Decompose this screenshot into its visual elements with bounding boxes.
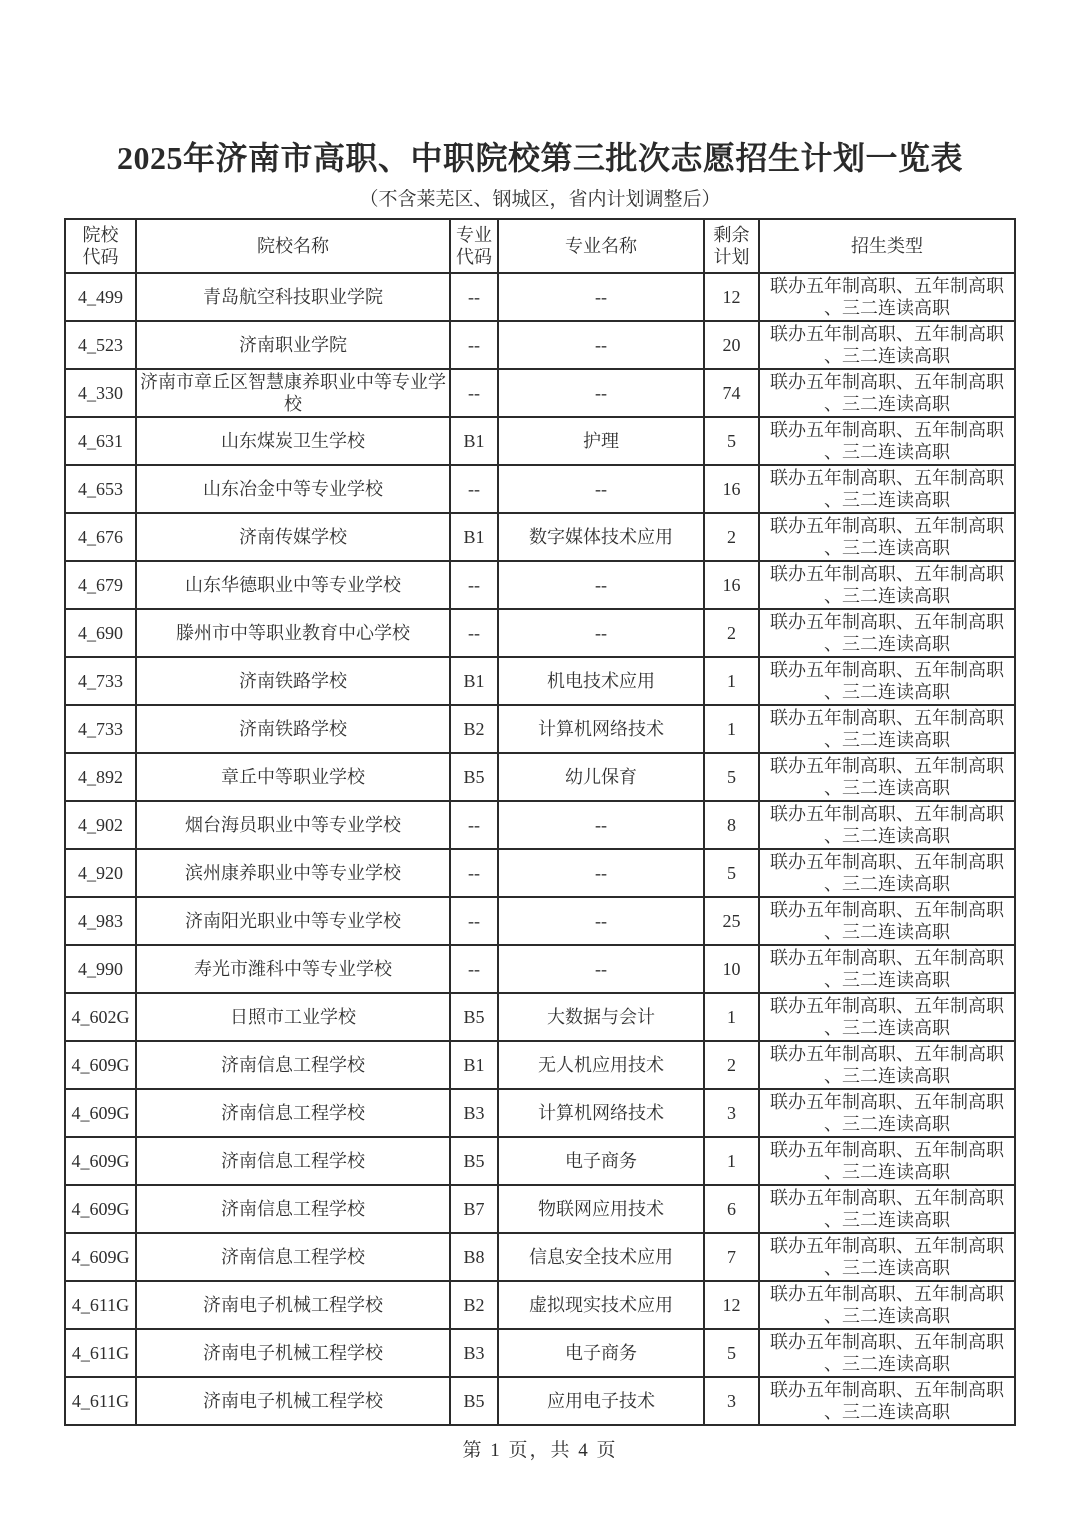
cell-major-name: --	[498, 465, 704, 513]
enrollment-type-text: 联办五年制高职、五年制高职、三二连读高职	[770, 1284, 1004, 1326]
cell-major-name: 应用电子技术	[498, 1377, 704, 1425]
cell-enrollment-type	[759, 1377, 1015, 1425]
page-subtitle: （不含莱芜区、钢城区，省内计划调整后）	[359, 189, 721, 210]
cell-school-name: 济南职业学院	[136, 321, 450, 369]
cell-enrollment-type	[759, 849, 1015, 897]
cell-school-code: 4_676	[65, 513, 136, 561]
table-row	[65, 369, 1015, 417]
cell-school-name: 滨州康养职业中等专业学校	[136, 849, 450, 897]
cell-school-code: 4_611G	[65, 1329, 136, 1377]
cell-school-name: 济南信息工程学校	[136, 1233, 450, 1281]
cell-school-code: 4_733	[65, 705, 136, 753]
enrollment-type-text: 联办五年制高职、五年制高职、三二连读高职	[770, 324, 1004, 366]
cell-major-code: B1	[450, 513, 498, 561]
enrollment-type-text: 联办五年制高职、五年制高职、三二连读高职	[770, 1092, 1004, 1134]
cell-remaining-plan: 2	[704, 513, 759, 561]
cell-remaining-plan: 1	[704, 657, 759, 705]
column-header-major-name	[498, 219, 704, 273]
table-row	[65, 609, 1015, 657]
cell-school-code: 4_733	[65, 657, 136, 705]
cell-enrollment-type	[759, 609, 1015, 657]
cell-school-code: 4_609G	[65, 1041, 136, 1089]
column-header-school-name	[136, 219, 450, 273]
cell-major-code: --	[450, 369, 498, 417]
cell-remaining-plan: 12	[704, 1281, 759, 1329]
cell-major-name: 信息安全技术应用	[498, 1233, 704, 1281]
cell-major-name: --	[498, 561, 704, 609]
table-row	[65, 993, 1015, 1041]
cell-school-name: 山东煤炭卫生学校	[136, 417, 450, 465]
column-header-school-code-label: 院校代码	[82, 225, 119, 267]
cell-enrollment-type	[759, 1089, 1015, 1137]
cell-major-code: --	[450, 465, 498, 513]
cell-enrollment-type	[759, 1233, 1015, 1281]
cell-remaining-plan: 10	[704, 945, 759, 993]
cell-major-code: B5	[450, 753, 498, 801]
cell-school-code: 4_902	[65, 801, 136, 849]
cell-remaining-plan: 16	[704, 561, 759, 609]
cell-major-name: 大数据与会计	[498, 993, 704, 1041]
column-header-major-name-label: 专业名称	[565, 236, 637, 256]
cell-school-code: 4_990	[65, 945, 136, 993]
enrollment-type-text: 联办五年制高职、五年制高职、三二连读高职	[770, 804, 1004, 846]
enrollment-plan-table	[64, 218, 1016, 1426]
cell-major-code: --	[450, 273, 498, 321]
cell-major-code: B5	[450, 1377, 498, 1425]
enrollment-type-text: 联办五年制高职、五年制高职、三二连读高职	[770, 1380, 1004, 1422]
cell-enrollment-type	[759, 1137, 1015, 1185]
column-header-remaining-plan-label: 剩余计划	[713, 225, 750, 267]
cell-major-name: --	[498, 801, 704, 849]
cell-school-name: 日照市工业学校	[136, 993, 450, 1041]
cell-major-code: B3	[450, 1089, 498, 1137]
enrollment-type-text: 联办五年制高职、五年制高职、三二连读高职	[770, 468, 1004, 510]
cell-school-code: 4_523	[65, 321, 136, 369]
cell-school-name: 济南信息工程学校	[136, 1185, 450, 1233]
cell-school-code: 4_609G	[65, 1137, 136, 1185]
cell-remaining-plan: 20	[704, 321, 759, 369]
enrollment-type-text: 联办五年制高职、五年制高职、三二连读高职	[770, 900, 1004, 942]
enrollment-type-text: 联办五年制高职、五年制高职、三二连读高职	[770, 852, 1004, 894]
cell-remaining-plan: 2	[704, 1041, 759, 1089]
cell-enrollment-type	[759, 1041, 1015, 1089]
table-row	[65, 1041, 1015, 1089]
cell-enrollment-type	[759, 1329, 1015, 1377]
cell-major-code: --	[450, 321, 498, 369]
cell-enrollment-type	[759, 1185, 1015, 1233]
cell-major-code: B2	[450, 1281, 498, 1329]
cell-major-name: --	[498, 273, 704, 321]
enrollment-type-text: 联办五年制高职、五年制高职、三二连读高职	[770, 276, 1004, 318]
cell-school-code: 4_679	[65, 561, 136, 609]
cell-remaining-plan: 12	[704, 273, 759, 321]
cell-school-name: 济南铁路学校	[136, 657, 450, 705]
table-row	[65, 273, 1015, 321]
cell-remaining-plan: 74	[704, 369, 759, 417]
cell-enrollment-type	[759, 993, 1015, 1041]
enrollment-type-text: 联办五年制高职、五年制高职、三二连读高职	[770, 564, 1004, 606]
cell-school-name: 济南信息工程学校	[136, 1137, 450, 1185]
cell-school-name: 济南信息工程学校	[136, 1089, 450, 1137]
cell-enrollment-type	[759, 273, 1015, 321]
table-row	[65, 849, 1015, 897]
table-row	[65, 561, 1015, 609]
cell-enrollment-type	[759, 417, 1015, 465]
cell-major-name: 电子商务	[498, 1137, 704, 1185]
enrollment-type-text: 联办五年制高职、五年制高职、三二连读高职	[770, 1044, 1004, 1086]
table-body	[65, 273, 1015, 1425]
cell-school-code: 4_983	[65, 897, 136, 945]
table-row	[65, 1329, 1015, 1377]
enrollment-type-text: 联办五年制高职、五年制高职、三二连读高职	[770, 372, 1004, 414]
cell-enrollment-type	[759, 705, 1015, 753]
table-row	[65, 1185, 1015, 1233]
enrollment-type-text: 联办五年制高职、五年制高职、三二连读高职	[770, 612, 1004, 654]
cell-major-name: 无人机应用技术	[498, 1041, 704, 1089]
cell-remaining-plan: 25	[704, 897, 759, 945]
cell-school-name: 章丘中等职业学校	[136, 753, 450, 801]
cell-enrollment-type	[759, 465, 1015, 513]
cell-major-code: B3	[450, 1329, 498, 1377]
cell-major-code: --	[450, 945, 498, 993]
cell-enrollment-type	[759, 513, 1015, 561]
cell-major-name: --	[498, 369, 704, 417]
cell-major-code: B1	[450, 417, 498, 465]
cell-major-name: --	[498, 321, 704, 369]
cell-school-code: 4_631	[65, 417, 136, 465]
cell-major-code: B5	[450, 1137, 498, 1185]
cell-major-name: --	[498, 609, 704, 657]
cell-remaining-plan: 5	[704, 849, 759, 897]
cell-school-code: 4_690	[65, 609, 136, 657]
enrollment-type-text: 联办五年制高职、五年制高职、三二连读高职	[770, 420, 1004, 462]
enrollment-type-text: 联办五年制高职、五年制高职、三二连读高职	[770, 708, 1004, 750]
cell-enrollment-type	[759, 1281, 1015, 1329]
cell-school-code: 4_611G	[65, 1281, 136, 1329]
page-title: 2025年济南市高职、中职院校第三批次志愿招生计划一览表	[116, 140, 963, 176]
cell-school-name: 济南信息工程学校	[136, 1041, 450, 1089]
cell-remaining-plan: 8	[704, 801, 759, 849]
cell-major-code: B1	[450, 1041, 498, 1089]
column-header-enrollment-type	[759, 219, 1015, 273]
cell-school-name: 济南阳光职业中等专业学校	[136, 897, 450, 945]
cell-school-name: 济南铁路学校	[136, 705, 450, 753]
cell-enrollment-type	[759, 561, 1015, 609]
cell-major-code: B8	[450, 1233, 498, 1281]
cell-remaining-plan: 1	[704, 705, 759, 753]
page-number: 第 1 页，共 4 页	[462, 1440, 618, 1461]
cell-major-code: --	[450, 897, 498, 945]
cell-major-name: 幼儿保育	[498, 753, 704, 801]
cell-school-code: 4_609G	[65, 1233, 136, 1281]
enrollment-type-text: 联办五年制高职、五年制高职、三二连读高职	[770, 660, 1004, 702]
cell-school-code: 4_330	[65, 369, 136, 417]
cell-school-name: 济南电子机械工程学校	[136, 1377, 450, 1425]
column-header-enrollment-type-label: 招生类型	[851, 236, 923, 256]
cell-school-code: 4_892	[65, 753, 136, 801]
cell-remaining-plan: 5	[704, 753, 759, 801]
cell-school-name: 寿光市潍科中等专业学校	[136, 945, 450, 993]
cell-school-name: 济南市章丘区智慧康养职业中等专业学校	[136, 369, 450, 417]
column-header-remaining-plan	[704, 219, 759, 273]
cell-major-name: 数字媒体技术应用	[498, 513, 704, 561]
enrollment-type-text: 联办五年制高职、五年制高职、三二连读高职	[770, 1332, 1004, 1374]
cell-major-code: B1	[450, 657, 498, 705]
cell-major-name: 计算机网络技术	[498, 705, 704, 753]
cell-remaining-plan: 5	[704, 1329, 759, 1377]
cell-major-name: 电子商务	[498, 1329, 704, 1377]
cell-remaining-plan: 3	[704, 1089, 759, 1137]
table-header-row	[65, 219, 1015, 273]
cell-major-code: --	[450, 609, 498, 657]
cell-remaining-plan: 5	[704, 417, 759, 465]
table-row	[65, 1281, 1015, 1329]
enrollment-type-text: 联办五年制高职、五年制高职、三二连读高职	[770, 1188, 1004, 1230]
cell-major-name: --	[498, 849, 704, 897]
cell-school-code: 4_602G	[65, 993, 136, 1041]
table-row	[65, 753, 1015, 801]
cell-major-name: 物联网应用技术	[498, 1185, 704, 1233]
cell-major-code: B5	[450, 993, 498, 1041]
table-row	[65, 1137, 1015, 1185]
cell-remaining-plan: 6	[704, 1185, 759, 1233]
column-header-major-code-label: 专业代码	[456, 225, 492, 267]
enrollment-type-text: 联办五年制高职、五年制高职、三二连读高职	[770, 1236, 1004, 1278]
cell-school-name: 济南电子机械工程学校	[136, 1281, 450, 1329]
cell-major-code: B7	[450, 1185, 498, 1233]
enrollment-type-text: 联办五年制高职、五年制高职、三二连读高职	[770, 996, 1004, 1038]
cell-remaining-plan: 7	[704, 1233, 759, 1281]
cell-remaining-plan: 2	[704, 609, 759, 657]
table-row	[65, 465, 1015, 513]
cell-school-code: 4_609G	[65, 1185, 136, 1233]
cell-school-code: 4_611G	[65, 1377, 136, 1425]
cell-school-name: 青岛航空科技职业学院	[136, 273, 450, 321]
cell-school-name: 烟台海员职业中等专业学校	[136, 801, 450, 849]
table-row	[65, 897, 1015, 945]
cell-major-name: 计算机网络技术	[498, 1089, 704, 1137]
cell-school-name: 济南传媒学校	[136, 513, 450, 561]
cell-enrollment-type	[759, 657, 1015, 705]
cell-major-name: 护理	[498, 417, 704, 465]
table-row	[65, 801, 1015, 849]
cell-major-name: 虚拟现实技术应用	[498, 1281, 704, 1329]
table-row	[65, 1377, 1015, 1425]
table-row	[65, 705, 1015, 753]
cell-enrollment-type	[759, 369, 1015, 417]
table-row	[65, 657, 1015, 705]
table-row	[65, 1233, 1015, 1281]
table-row	[65, 945, 1015, 993]
cell-major-name: --	[498, 897, 704, 945]
cell-major-name: 机电技术应用	[498, 657, 704, 705]
enrollment-type-text: 联办五年制高职、五年制高职、三二连读高职	[770, 1140, 1004, 1182]
cell-major-code: --	[450, 561, 498, 609]
cell-remaining-plan: 1	[704, 993, 759, 1041]
table-row	[65, 1089, 1015, 1137]
column-header-major-code	[450, 219, 498, 273]
table-row	[65, 321, 1015, 369]
cell-remaining-plan: 1	[704, 1137, 759, 1185]
enrollment-type-text: 联办五年制高职、五年制高职、三二连读高职	[770, 948, 1004, 990]
cell-school-name: 山东冶金中等专业学校	[136, 465, 450, 513]
cell-major-code: B2	[450, 705, 498, 753]
cell-major-code: --	[450, 849, 498, 897]
cell-school-code: 4_653	[65, 465, 136, 513]
column-header-school-code	[65, 219, 136, 273]
table-row	[65, 417, 1015, 465]
cell-school-code: 4_609G	[65, 1089, 136, 1137]
table-row	[65, 513, 1015, 561]
cell-enrollment-type	[759, 753, 1015, 801]
cell-school-name: 山东华德职业中等专业学校	[136, 561, 450, 609]
cell-school-name: 滕州市中等职业教育中心学校	[136, 609, 450, 657]
cell-school-name: 济南电子机械工程学校	[136, 1329, 450, 1377]
cell-school-code: 4_499	[65, 273, 136, 321]
cell-school-code: 4_920	[65, 849, 136, 897]
cell-remaining-plan: 3	[704, 1377, 759, 1425]
cell-enrollment-type	[759, 801, 1015, 849]
cell-enrollment-type	[759, 897, 1015, 945]
enrollment-type-text: 联办五年制高职、五年制高职、三二连读高职	[770, 516, 1004, 558]
enrollment-type-text: 联办五年制高职、五年制高职、三二连读高职	[770, 756, 1004, 798]
cell-major-code: --	[450, 801, 498, 849]
column-header-school-name-label: 院校名称	[257, 236, 329, 256]
cell-enrollment-type	[759, 321, 1015, 369]
cell-major-name: --	[498, 945, 704, 993]
cell-enrollment-type	[759, 945, 1015, 993]
cell-remaining-plan: 16	[704, 465, 759, 513]
